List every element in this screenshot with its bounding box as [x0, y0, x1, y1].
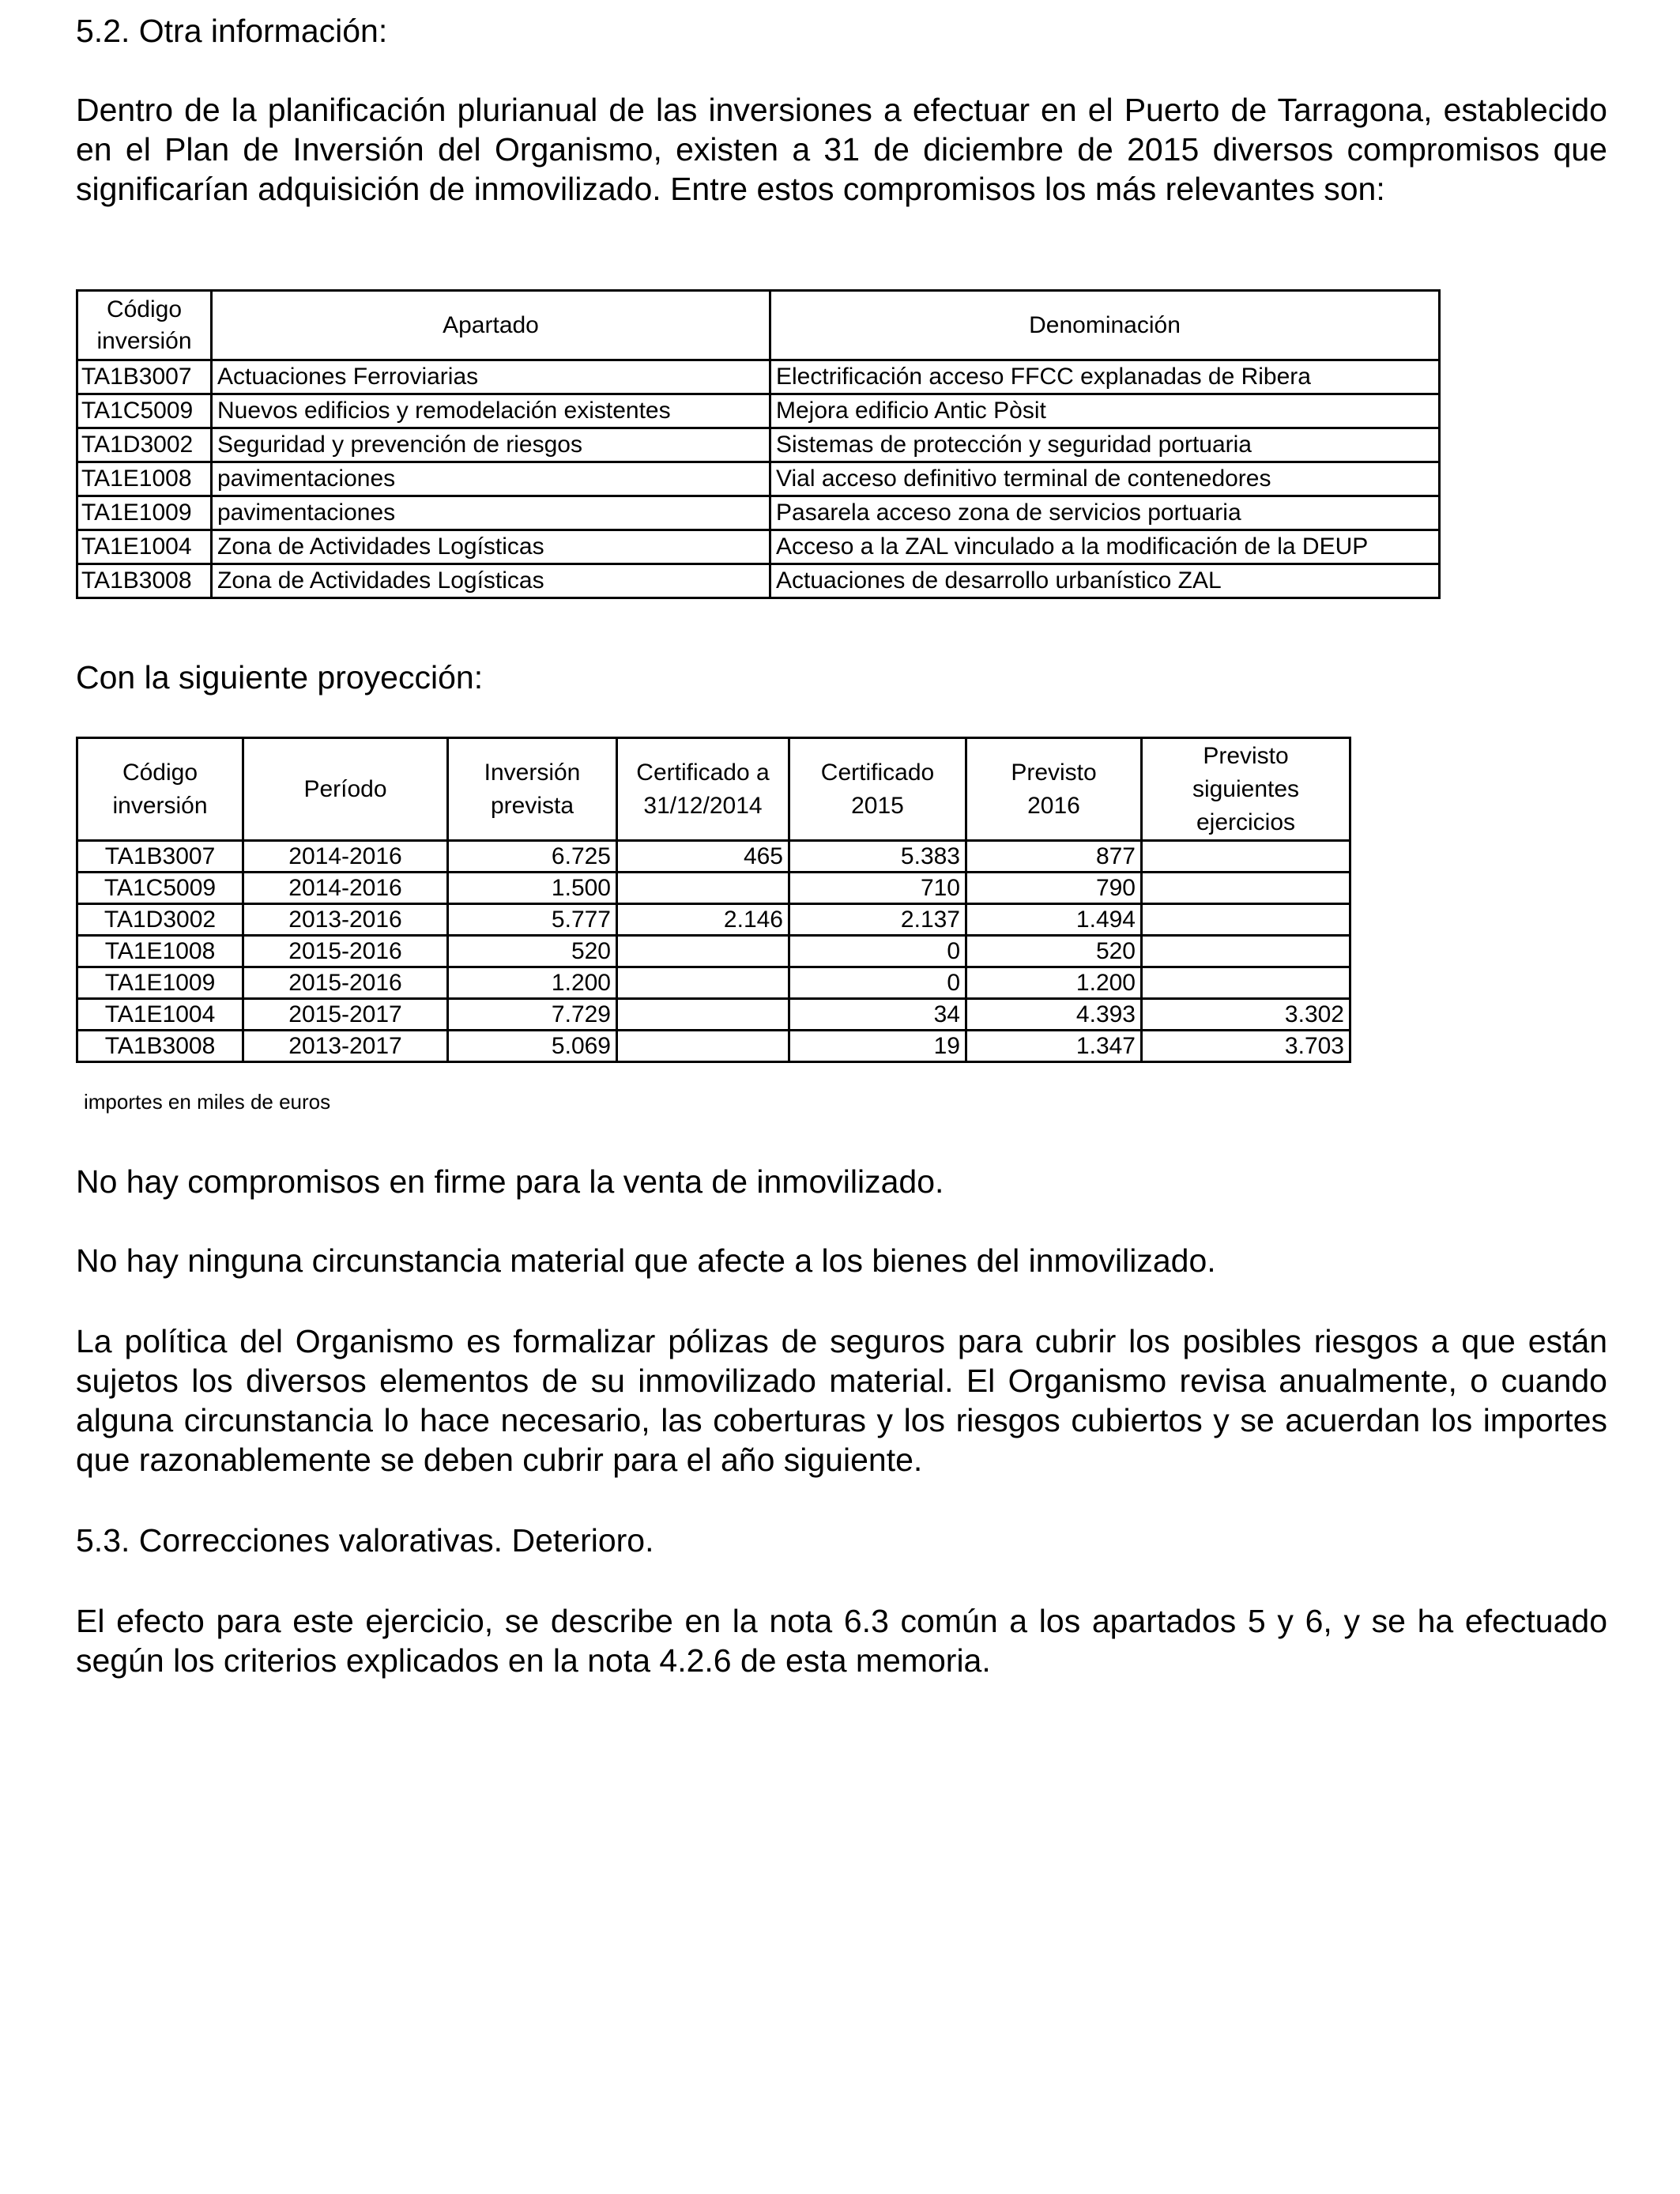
table2-cell-certificado-2014 [617, 1031, 789, 1062]
section-5-2-heading: 5.2. Otra información: [76, 13, 388, 49]
table1-cell-codigo: TA1C5009 [77, 394, 212, 428]
table2-cell-periodo: 2013-2017 [243, 1031, 448, 1062]
table2-cell-previsto-2016: 877 [966, 841, 1142, 873]
table1-cell-apartado: Zona de Actividades Logísticas [212, 564, 770, 598]
table2-cell-periodo: 2014-2016 [243, 841, 448, 873]
table2-cell-certificado-2014 [617, 999, 789, 1031]
table2-cell-certificado-2014: 2.146 [617, 904, 789, 936]
table2-cell-inversion-prevista: 520 [448, 936, 617, 967]
table2-cell-periodo: 2013-2016 [243, 904, 448, 936]
projection-table-header-row [77, 738, 1350, 841]
table1-cell-apartado: Nuevos edificios y remodelación existentes [212, 394, 770, 428]
table2-header-codigo: Código inversión [77, 738, 243, 841]
table2-cell-previsto-2016: 1.494 [966, 904, 1142, 936]
table2-cell-periodo: 2015-2016 [243, 967, 448, 999]
table1-row [77, 496, 1440, 530]
table2-cell-certificado-2015: 2.137 [789, 904, 966, 936]
table1-header-codigo-l2: inversión [96, 327, 192, 354]
table2-cell-previsto-siguientes [1142, 904, 1350, 936]
table2-cell-certificado-2014 [617, 873, 789, 904]
table2-cell-inversion-prevista: 7.729 [448, 999, 617, 1031]
table2-cell-previsto-2016: 520 [966, 936, 1142, 967]
table1-header-codigo [77, 291, 212, 360]
table1-cell-codigo: TA1E1008 [77, 462, 212, 496]
section-5-3-heading: 5.3. Correcciones valorativas. Deterioro. [76, 1522, 654, 1559]
table2-cell-certificado-2014 [617, 936, 789, 967]
table2-cell-inversion-prevista: 5.777 [448, 904, 617, 936]
table2-cell-previsto-siguientes [1142, 936, 1350, 967]
commitments-table-body [77, 360, 1440, 598]
table2-cell-codigo: TA1B3007 [77, 841, 243, 873]
table2-cell-inversion-prevista: 1.200 [448, 967, 617, 999]
table2-header-previsto-2016: Previsto 2016 [966, 738, 1142, 841]
table2-cell-inversion-prevista: 1.500 [448, 873, 617, 904]
table1-row [77, 360, 1440, 394]
table2-row [77, 873, 1350, 904]
table1-cell-codigo: TA1B3008 [77, 564, 212, 598]
table1-row [77, 564, 1440, 598]
table2-cell-previsto-siguientes: 3.302 [1142, 999, 1350, 1031]
table2-cell-previsto-2016: 1.200 [966, 967, 1142, 999]
table1-cell-denominacion: Acceso a la ZAL vinculado a la modificación de la DEUP [770, 530, 1440, 564]
table1-header-denominacion [770, 291, 1440, 360]
table1-header-apartado-label: Apartado [443, 311, 539, 338]
table2-cell-previsto-2016: 4.393 [966, 999, 1142, 1031]
table1-header-apartado [212, 291, 770, 360]
table1-cell-codigo: TA1D3002 [77, 428, 212, 462]
table2-cell-previsto-siguientes [1142, 967, 1350, 999]
section-5-3-text: El efecto para este ejercicio, se describe en la nota 6.3 común a los apartados 5 y 6, y se ha efectuado según los criterios explicados en la nota 4.2.6 de esta memoria. [76, 1603, 1607, 1679]
table1-cell-apartado: pavimentaciones [212, 496, 770, 530]
table2-cell-codigo: TA1D3002 [77, 904, 243, 936]
table1-row [77, 530, 1440, 564]
table2-cell-codigo: TA1B3008 [77, 1031, 243, 1062]
section-5-2-intro: Dentro de la planificación plurianual de las inversiones a efectuar en el Puerto de Tarragona, establecido en el Plan de Inversión del Organismo, existen a 31 de diciembre de 2015 diversos compromisos que significarían adquisición de inmovilizado. Entre estos compromisos los más relevantes son: [76, 92, 1607, 207]
table1-cell-denominacion: Sistemas de protección y seguridad portuaria [770, 428, 1440, 462]
table2-header-inversion-prevista: Inversión prevista [448, 738, 617, 841]
table2-header-certificado-2015: Certificado 2015 [789, 738, 966, 841]
paragraph-no-sale-commitments: No hay compromisos en firme para la venta de inmovilizado. [76, 1163, 944, 1200]
amounts-note: importes en miles de euros [84, 1090, 331, 1114]
table1-cell-denominacion: Mejora edificio Antic Pòsit [770, 394, 1440, 428]
table1-row [77, 394, 1440, 428]
paragraph-insurance-policy: La política del Organismo es formalizar pólizas de seguros para cubrir los posibles riesgos a que están sujetos los diversos elementos de su inmovilizado material. El Organismo revisa anualmente, o cuando alguna circunstancia lo hace necesario, las coberturas y los riesgos cubiertos y se acuerdan los importes que razonablemente se deben cubrir para el año siguiente. [76, 1323, 1607, 1478]
table1-header-denominacion-label: Denominación [1029, 311, 1181, 338]
table2-cell-certificado-2014: 465 [617, 841, 789, 873]
table1-cell-apartado: Actuaciones Ferroviarias [212, 360, 770, 394]
table2-row [77, 999, 1350, 1031]
table1-cell-apartado: Seguridad y prevención de riesgos [212, 428, 770, 462]
table2-cell-periodo: 2014-2016 [243, 873, 448, 904]
table2-cell-periodo: 2015-2016 [243, 936, 448, 967]
table2-cell-inversion-prevista: 6.725 [448, 841, 617, 873]
table2-header-periodo: Período [243, 738, 448, 841]
table1-row [77, 462, 1440, 496]
table1-cell-apartado: Zona de Actividades Logísticas [212, 530, 770, 564]
table2-cell-previsto-2016: 1.347 [966, 1031, 1142, 1062]
table2-header-certificado-2014: Certificado a 31/12/2014 [617, 738, 789, 841]
table2-cell-certificado-2015: 34 [789, 999, 966, 1031]
table1-row [77, 428, 1440, 462]
table1-cell-denominacion: Vial acceso definitivo terminal de contenedores [770, 462, 1440, 496]
table1-cell-apartado: pavimentaciones [212, 462, 770, 496]
table1-cell-denominacion: Electrificación acceso FFCC explanadas de Ribera [770, 360, 1440, 394]
table2-row [77, 904, 1350, 936]
projection-label: Con la siguiente proyección: [76, 659, 484, 696]
table2-cell-codigo: TA1E1008 [77, 936, 243, 967]
table2-cell-certificado-2015: 5.383 [789, 841, 966, 873]
table1-cell-denominacion: Pasarela acceso zona de servicios portuaria [770, 496, 1440, 530]
table2-cell-certificado-2015: 0 [789, 967, 966, 999]
table2-cell-codigo: TA1E1009 [77, 967, 243, 999]
table1-cell-denominacion: Actuaciones de desarrollo urbanístico ZAL [770, 564, 1440, 598]
table2-cell-previsto-siguientes: 3.703 [1142, 1031, 1350, 1062]
projection-table [76, 737, 1351, 1063]
table1-cell-codigo: TA1B3007 [77, 360, 212, 394]
table2-header-previsto-siguientes: Previsto siguientes ejercicios [1142, 738, 1350, 841]
table2-cell-codigo: TA1C5009 [77, 873, 243, 904]
paragraph-no-material-circumstance: No hay ninguna circunstancia material que afecte a los bienes del inmovilizado. [76, 1242, 1216, 1279]
table2-row [77, 936, 1350, 967]
table2-cell-certificado-2015: 710 [789, 873, 966, 904]
table2-cell-previsto-siguientes [1142, 841, 1350, 873]
table2-cell-inversion-prevista: 5.069 [448, 1031, 617, 1062]
table2-row [77, 841, 1350, 873]
table2-cell-codigo: TA1E1004 [77, 999, 243, 1031]
table2-cell-certificado-2015: 0 [789, 936, 966, 967]
table2-row [77, 967, 1350, 999]
table2-cell-periodo: 2015-2017 [243, 999, 448, 1031]
table2-cell-previsto-siguientes [1142, 873, 1350, 904]
projection-table-body [77, 841, 1350, 1062]
table1-cell-codigo: TA1E1009 [77, 496, 212, 530]
table1-cell-codigo: TA1E1004 [77, 530, 212, 564]
commitments-table [76, 289, 1441, 599]
table2-cell-certificado-2015: 19 [789, 1031, 966, 1062]
table2-cell-previsto-2016: 790 [966, 873, 1142, 904]
table2-row [77, 1031, 1350, 1062]
table1-header-codigo-l1: Código [106, 296, 183, 322]
table2-cell-certificado-2014 [617, 967, 789, 999]
